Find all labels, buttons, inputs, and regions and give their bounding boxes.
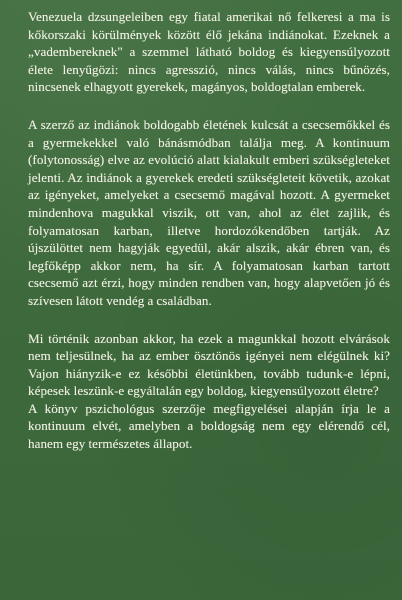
paragraph-spacer [28, 310, 390, 330]
question-paragraph: Mi történik azonban akkor, ha ezek a magunkkal hozott elvárások nem teljesülnek, ha az ember ösztönös igényei nem elégülnek ki? Vajon hiányzik-e ez későbbi életünkben, tovább tudunk-e lépni, képesek leszünk-e egyáltalán egy boldog, kiegyensúlyozott életre? [28, 330, 390, 399]
intro-paragraph: Venezuela dzsungeleiben egy fiatal amerikai nő felkeresi a ma is kőkorszaki körülmények között élő jekána indiánokat. Ezeknek a „vadembereknek" a szemmel látható boldog és kiegyensúlyozott élete lenyűgözi: nincs agresszió, nincs válás, nincs bűnözés, nincsenek elhagyott gyerekek, magányos, boldogtalan emberek. [28, 9, 390, 95]
continuum-paragraph: A szerző az indiánok boldogabb életének kulcsát a csecsemőkkel és a gyermekekkel való bánásmódban találja meg. A kontinuum (folytonosság) elve az evolúció alatt kialakult emberi szükségleteket jelenti. Az indiánok a gyerekek eredeti szükségleteit követik, azokat az igényeket, amelyeket a csecsemő magával hozott. A gyermeket mindenhova magukkal viszik, ott van, ahol az élet zajlik, és folyamatosan karban, illetve hordozókendőben tartják. Az újszülöttet nem hagyják egyedül, akár alszik, akár ébren van, és legfőképp akkor nem, ha sír. A folyamatosan karban tartott csecsemő azt érzi, hogy minden rendben van, hogy alapvetően jó és szívesen látott vendég a családban. [28, 116, 390, 308]
paragraph-spacer [28, 96, 390, 116]
summary-paragraph: A könyv pszichológus szerzője megfigyelései alapján írja le a kontinuum elvét, amelyben a boldogság nem egy elérendő cél, hanem egy természetes állapot. [28, 400, 390, 452]
